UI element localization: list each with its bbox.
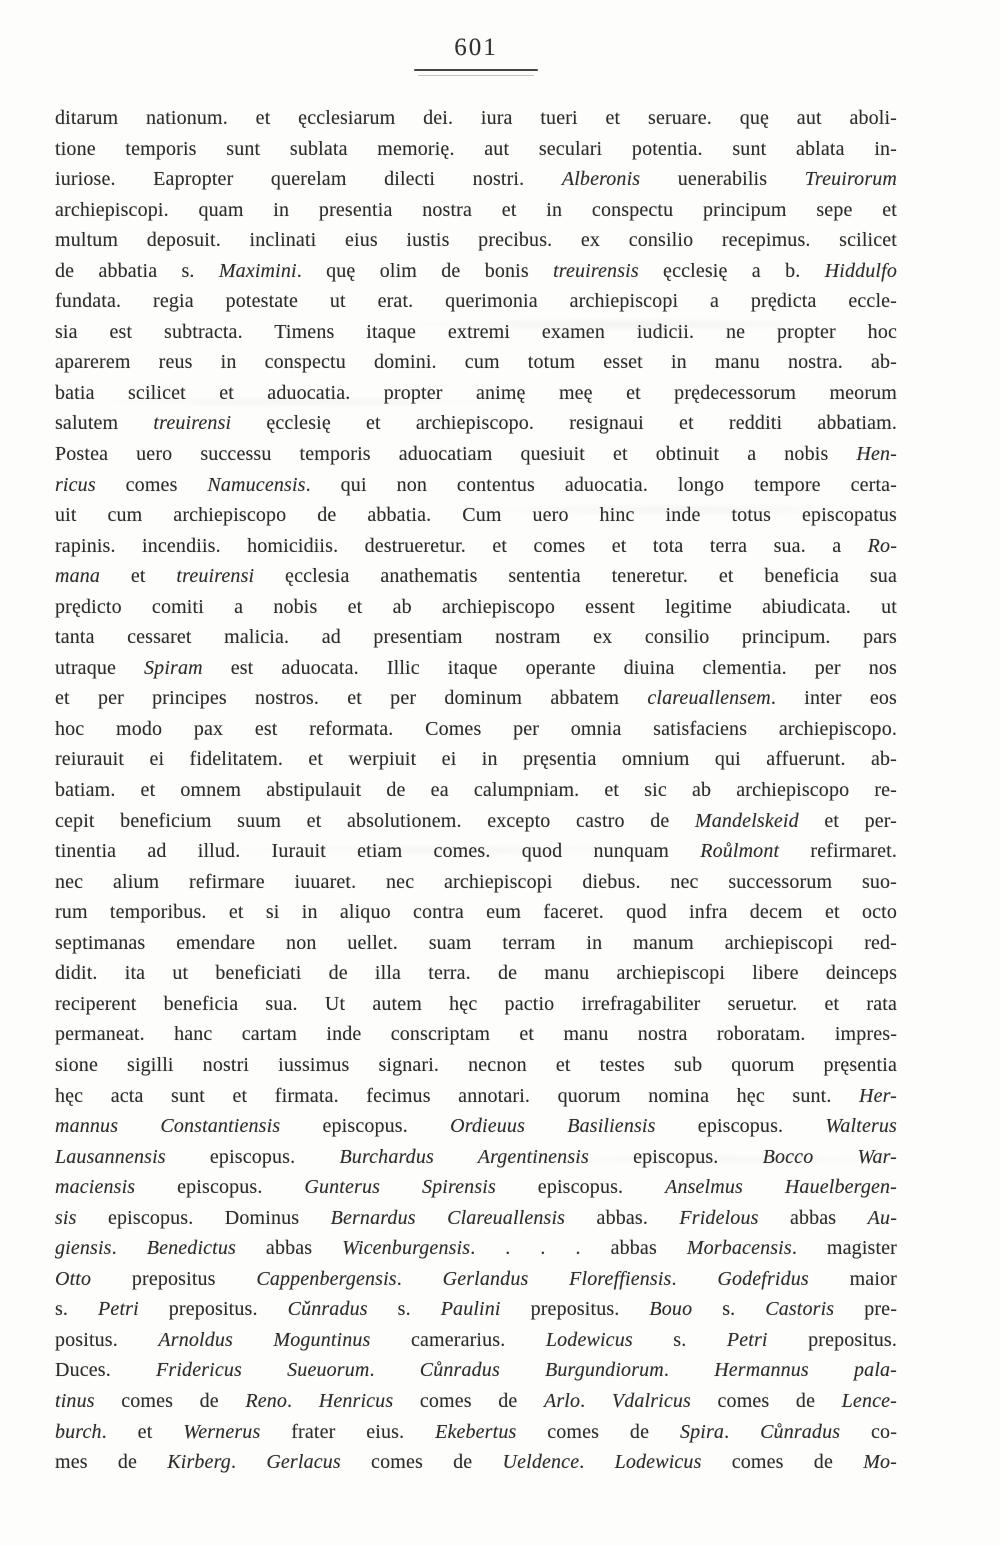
text-line: rum temporibus. et si in aliquo contra eum faceret. quod infra decem et octo (55, 901, 897, 924)
text-line: fundata. regia potestate ut erat. querimonia archiepiscopi a prędicta eccle- (55, 290, 897, 313)
text-line: maciensis episcopus. Gunterus Spirensis episcopus. Anselmus Hauelbergen- (55, 1176, 897, 1199)
text-line: nec alium refirmare iuuaret. nec archiepiscopi diebus. nec successorum suo- (55, 870, 897, 893)
text-line: cepit beneficium suum et absolutionem. excepto castro de Mandelskeid et per- (55, 809, 897, 832)
header-rule-shadow (418, 75, 534, 76)
text-line: de abbatia s. Maximini. quę olim de bonis treuirensis ęcclesię a b. Hiddulfo (55, 259, 897, 282)
text-line: ricus comes Namucensis. qui non contentus aduocatia. longo tempore certa- (55, 473, 897, 496)
text-line: prędicto comiti a nobis et ab archiepiscopo essent legitime abiudicata. ut (55, 595, 897, 618)
text-line: Lausannensis episcopus. Burchardus Argentinensis episcopus. Bocco War- (55, 1145, 897, 1168)
text-line: reiurauit ei fidelitatem. et werpiuit ei in pręsentia omnium qui affuerunt. ab- (55, 748, 897, 771)
text-line: aparerem reus in conspectu domini. cum totum esset in manu nostra. ab- (55, 351, 897, 374)
text-line: Duces. Fridericus Sueuorum. Cůnradus Burgundiorum. Hermannus pala- (55, 1359, 897, 1382)
text-line: mes de Kirberg. Gerlacus comes de Ueldence. Lodewicus comes de Mo- (55, 1451, 897, 1474)
text-line: rapinis. incendiis. homicidiis. destrueretur. et comes et tota terra sua. a Ro- (55, 534, 897, 557)
text-line: utraque Spiram est aduocata. Illic itaque operante diuina clementia. per nos (55, 656, 897, 679)
body-text (55, 103, 897, 1478)
header-rule (414, 69, 538, 71)
text-line: ditarum nationum. et ęcclesiarum dei. iura tueri et seruare. quę aut aboli- (55, 107, 897, 129)
text-line: mana et treuirensi ęcclesia anathematis sententia teneretur. et beneficia sua (55, 565, 897, 588)
text-line: permaneat. hanc cartam inde conscriptam et manu nostra roboratam. impres- (55, 1023, 897, 1046)
text-line: uit cum archiepiscopo de abbatia. Cum uero hinc inde totus episcopatus (55, 504, 897, 527)
text-line: hoc modo pax est reformata. Comes per omnia satisfaciens archiepiscopo. (55, 717, 897, 740)
text-line: mannus Constantiensis episcopus. Ordieuus Basiliensis episcopus. Walterus (55, 1115, 897, 1138)
text-line: giensis. Benedictus abbas Wicenburgensis. . . . abbas Morbacensis. magister (55, 1237, 897, 1260)
text-line: positus. Arnoldus Moguntinus camerarius. Lodewicus s. Petri prepositus. (55, 1328, 898, 1351)
text-line: Postea uero successu temporis aduocatiam quesiuit et obtinuit a nobis Hen- (55, 443, 897, 466)
text-line: iuriose. Eapropter querelam dilecti nostri. Alberonis uenerabilis Treuirorum (55, 168, 897, 191)
text-line: tinentia ad illud. Iurauit etiam comes. quod nunquam Roůlmont refirmaret. (55, 840, 897, 863)
text-line: salutem treuirensi ęcclesię et archiepiscopo. resignaui et redditi abbatiam. (55, 412, 897, 435)
text-line: sione sigilli nostri iussimus signari. necnon et testes sub quorum pręsentia (55, 1053, 897, 1076)
text-line: sia est subtracta. Timens itaque extremi examen iudicii. ne propter hoc (55, 320, 897, 343)
text-line: archiepiscopi. quam in presentia nostra et in conspectu principum sepe et (55, 198, 897, 221)
text-line: batia scilicet et aduocatia. propter animę meę et prędecessorum meorum (55, 381, 897, 404)
page-number: 601 (454, 34, 498, 61)
text-line: tione temporis sunt sublata memorię. aut seculari potentia. sunt ablata in- (55, 137, 897, 160)
page-header (55, 34, 897, 76)
text-line: septimanas emendare non uellet. suam terram in manum archiepiscopi red- (55, 931, 897, 954)
text-line: s. Petri prepositus. Cǔnradus s. Paulini prepositus. Bouo s. Castoris pre- (55, 1298, 898, 1321)
text-line: sis episcopus. Dominus Bernardus Clareuallensis abbas. Fridelous abbas Au- (55, 1206, 897, 1229)
text-line: hęc acta sunt et firmata. fecimus annotari. quorum nomina hęc sunt. Her- (55, 1084, 897, 1107)
text-line: reciperent beneficia sua. Ut autem hęc pactio irrefragabiliter seruetur. et rata (55, 992, 897, 1015)
text-line: Otto prepositus Cappenbergensis. Gerlandus Floreffiensis. Godefridus maior (55, 1267, 897, 1290)
text-line: tanta cessaret malicia. ad presentiam nostram ex consilio principum. pars (55, 626, 897, 649)
text-line: burch. et Wernerus frater eius. Ekebertus comes de Spira. Cůnradus co- (55, 1420, 898, 1443)
text-line: tinus comes de Reno. Henricus comes de Arlo. Vdalricus comes de Lence- (55, 1389, 897, 1412)
text-line: didit. ita ut beneficiati de illa terra. de manu archiepiscopi libere deinceps (55, 962, 897, 985)
text-line: batiam. et omnem abstipulauit de ea calumpniam. et sic ab archiepiscopo re- (55, 779, 897, 802)
text-line: et per principes nostros. et per dominum abbatem clareuallensem. inter eos (55, 687, 897, 710)
text-line: multum deposuit. inclinati eius iustis precibus. ex consilio recepimus. scilicet (55, 229, 897, 252)
